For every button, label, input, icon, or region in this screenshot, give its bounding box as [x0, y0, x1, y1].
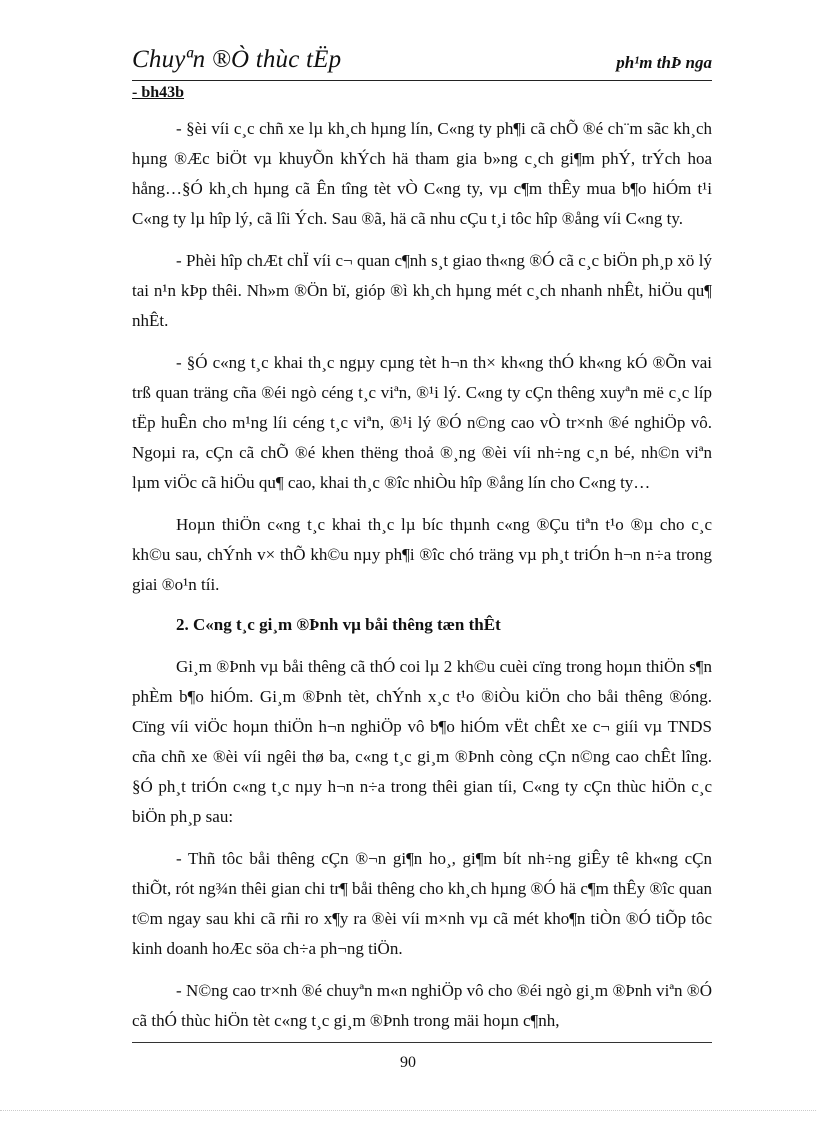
- page-edge: [0, 1110, 816, 1111]
- page-header: [132, 44, 712, 80]
- footer-rule: [132, 1042, 712, 1043]
- paragraph: - §èi víi c¸c chñ xe lµ kh¸ch hµng lín, C«ng ty ph¶i cã chÕ ®é ch¨m sãc kh¸ch hµng ®Æc biÖt vµ khuyÕn khÝch hä tham gia b»ng c¸ch gi¶m phÝ, trÝch hoa hång…§Ó kh¸ch hµng cã Ên tîng tèt vÒ C«ng ty, vµ c¶m thÊy mua b¶o hiÓm t¹i C«ng ty lµ hîp lý, cã lîi Ých. Sau ®ã, hä cã nhu cÇu t¸i tôc hîp ®ång víi C«ng ty.: [132, 119, 712, 228]
- page-number: 90: [400, 1054, 416, 1071]
- header-author: ph¹m thÞ nga: [616, 53, 712, 72]
- document-body: [132, 114, 712, 1048]
- paragraph: - N©ng cao tr×nh ®é chuyªn m«n nghiÖp vô cho ®éi ngò gi¸m ®Þnh viªn ®Ó cã thÓ thùc hiÖn tèt c«ng t¸c gi¸m ®Þnh trong mäi hoµn c¶nh,: [132, 981, 712, 1030]
- section-heading: 2. C«ng t¸c gi¸m ®Þnh vµ båi thêng tæn thÊt: [176, 615, 501, 634]
- paragraph: - §Ó c«ng t¸c khai th¸c ngµy cµng tèt h¬n th× kh«ng thÓ kh«ng kÓ ®Õn vai trß quan träng cña ®éi ngò céng t¸c viªn, ®¹i lý. C«ng ty cÇn thêng xuyªn më c¸c líp tËp huÊn cho m¹ng líi céng t¸c viªn, ®¹i lý ®Ó n©ng cao vÒ tr×nh ®é nghiÖp vô. Ngoµi ra, cÇn cã chÕ ®é khen thëng thoả ®¸ng ®èi víi nh÷ng c¸n bé, nh©n viªn lµm viÖc cã hiÖu qu¶ cao, khai th¸c ®îc nhiÒu hîp ®ång lín cho C«ng ty…: [132, 353, 712, 492]
- class-code: - bh43b: [132, 84, 185, 101]
- paragraph: Hoµn thiÖn c«ng t¸c khai th¸c lµ bíc thµnh c«ng ®Çu tiªn t¹o ®µ cho c¸c kh©u sau, chÝnh v× thÕ kh©u nµy ph¶i ®îc chó träng vµ ph¸t triÓn h¬n n÷a trong giai ®o¹n tíi.: [132, 515, 712, 594]
- paragraph: - Thñ tôc båi thêng cÇn ®¬n gi¶n ho¸, gi¶m bít nh÷ng giÊy tê kh«ng cÇn thiÕt, rót ng¾n thêi gian chi tr¶ båi thêng cho kh¸ch hµng ®Ó hä c¶m thÊy ®îc quan t©m ngay sau khi cã rñi ro x¶y ra ®èi víi m×nh vµ cã mét kho¶n tiÒn ®Ó tiÕp tôc kinh doanh hoÆc söa ch÷a ph¬ng tiÖn.: [132, 849, 712, 958]
- header-title: Chuyªn ®Ò thùc tËp: [132, 46, 342, 73]
- paragraph: - Phèi hîp chÆt chÏ víi c¬ quan c¶nh s¸t giao th«ng ®Ó cã c¸c biÖn ph¸p xö lý tai n¹n kÞp thêi. Nh»m ®Ön bï, gióp ®ì kh¸ch hµng mét c¸ch nhanh nhÊt, hiÖu qu¶ nhÊt.: [132, 251, 712, 330]
- paragraph: Gi¸m ®Þnh vµ båi thêng cã thÓ coi lµ 2 kh©u cuèi cïng trong hoµn thiÖn s¶n phÈm b¶o hiÓm. Gi¸m ®Þnh tèt, chÝnh x¸c t¹o ®iÒu kiÖn cho båi thêng ®óng. Cïng víi viÖc hoµn thiÖn h¬n nghiÖp vô b¶o hiÓm vËt chÊt xe c¬ giíi vµ TNDS cña chñ xe ®èi víi ngêi thø ba, c«ng t¸c gi¸m ®Þnh còng cÇn n©ng cao chÊt lîng. §Ó ph¸t triÓn c«ng t¸c nµy h¬n n÷a trong thêi gian tíi, C«ng ty cÇn thùc hiÖn c¸c biÖn ph¸p sau:: [132, 657, 712, 826]
- header-rule: [132, 80, 712, 81]
